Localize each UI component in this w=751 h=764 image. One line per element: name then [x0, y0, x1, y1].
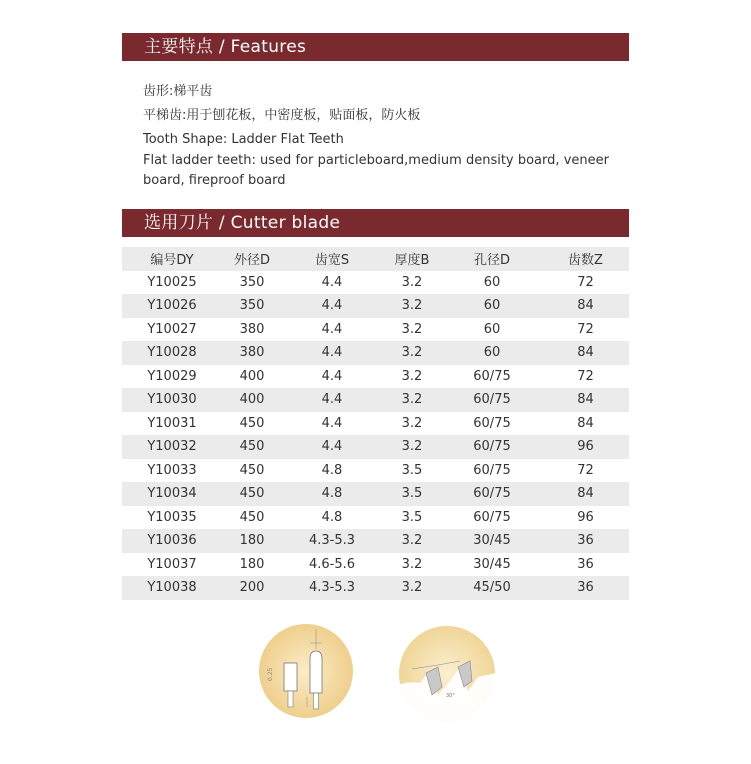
- cell-code: Y10034: [147, 486, 197, 502]
- cell-outer-diameter: 450: [239, 439, 265, 455]
- cell-tooth-width: 4.4: [321, 345, 343, 361]
- cell-code: Y10033: [147, 462, 197, 478]
- cell-bore: 60: [483, 298, 501, 314]
- cell-bore: 60/75: [473, 392, 511, 408]
- cell-outer-diameter: 200: [239, 580, 265, 596]
- table-row: [122, 294, 629, 318]
- cell-code: Y10032: [147, 439, 197, 455]
- cell-teeth: 96: [577, 439, 594, 455]
- cell-bore: 45/50: [473, 580, 511, 596]
- cell-thickness: 3.5: [401, 509, 423, 525]
- cell-outer-diameter: 450: [239, 509, 265, 525]
- cell-outer-diameter: 400: [239, 368, 265, 384]
- col-header-bore: 孔径D: [473, 253, 510, 269]
- usage-en: Flat ladder teeth: used for particleboard,medium density board, veneer board, fireproof board: [143, 153, 609, 188]
- cell-thickness: 3.2: [401, 345, 423, 361]
- cell-outer-diameter: 400: [239, 392, 265, 408]
- table-row: [122, 482, 629, 506]
- cell-bore: 60: [483, 274, 501, 290]
- table-row: [122, 506, 629, 530]
- cell-teeth: 36: [577, 556, 594, 572]
- cell-code: Y10029: [147, 368, 197, 384]
- cell-bore: 30/45: [473, 533, 511, 549]
- table-row: [122, 459, 629, 483]
- cell-bore: 60: [483, 345, 501, 361]
- cell-tooth-width: 4.4: [321, 368, 343, 384]
- cell-thickness: 3.2: [401, 392, 423, 408]
- cell-teeth: 84: [577, 415, 594, 431]
- col-header-tooth-width: 齿宽S: [314, 253, 350, 269]
- table-row: [122, 576, 629, 600]
- cell-tooth-width: 4.6-5.6: [308, 556, 356, 572]
- cell-code: Y10030: [147, 392, 197, 408]
- col-header-outer-diameter: 外径D: [233, 253, 270, 269]
- cell-code: Y10036: [147, 533, 197, 549]
- cell-code: Y10031: [147, 415, 197, 431]
- cell-teeth: 84: [577, 345, 594, 361]
- cell-thickness: 3.5: [401, 486, 423, 502]
- cell-teeth: 84: [577, 298, 594, 314]
- cell-thickness: 3.2: [401, 368, 423, 384]
- cell-code: Y10025: [147, 274, 197, 290]
- cell-outer-diameter: 450: [239, 415, 265, 431]
- col-header-teeth: 齿数Z: [568, 253, 603, 269]
- cell-tooth-width: 4.3-5.3: [308, 533, 356, 549]
- cell-tooth-width: 4.4: [321, 415, 343, 431]
- cell-tooth-width: 4.4: [321, 321, 343, 337]
- cell-teeth: 72: [577, 321, 594, 337]
- angle-label: 30°: [446, 693, 455, 699]
- cell-bore: 60/75: [473, 462, 511, 478]
- tooth-shape-cn: 齿形:梯平齿: [143, 84, 213, 99]
- cell-code: Y10038: [147, 580, 197, 596]
- cell-bore: 30/45: [473, 556, 511, 572]
- table-row: [122, 365, 629, 389]
- cell-code: Y10037: [147, 556, 197, 572]
- cell-tooth-width: 4.8: [321, 509, 343, 525]
- cell-teeth: 36: [577, 533, 594, 549]
- cell-bore: 60/75: [473, 509, 511, 525]
- cell-bore: 60/75: [473, 415, 511, 431]
- tooth-profile-diagram: [258, 623, 354, 719]
- cell-outer-diameter: 380: [239, 345, 265, 361]
- cell-thickness: 3.2: [401, 580, 423, 596]
- cell-tooth-width: 4.4: [321, 439, 343, 455]
- usage-cn: 平梯齿:用于刨花板，中密度板，贴面板，防火板: [143, 108, 421, 123]
- table-row: [122, 435, 629, 459]
- cutter-blade-table: [122, 247, 629, 600]
- table-row: [122, 341, 629, 365]
- cell-outer-diameter: 180: [239, 556, 265, 572]
- cell-teeth: 84: [577, 486, 594, 502]
- col-header-thickness: 厚度B: [394, 253, 430, 269]
- blade-teeth-diagram: [398, 625, 496, 723]
- cell-thickness: 3.2: [401, 321, 423, 337]
- table-row: [122, 553, 629, 577]
- cell-teeth: 84: [577, 392, 594, 408]
- table-row: [122, 529, 629, 553]
- table-row: [122, 271, 629, 295]
- cell-bore: 60/75: [473, 439, 511, 455]
- cell-tooth-width: 4.8: [321, 462, 343, 478]
- cell-outer-diameter: 180: [239, 533, 265, 549]
- table-row: [122, 412, 629, 436]
- cell-bore: 60: [483, 321, 501, 337]
- cell-code: Y10026: [147, 298, 197, 314]
- cell-thickness: 3.2: [401, 274, 423, 290]
- cell-thickness: 3.2: [401, 298, 423, 314]
- cell-outer-diameter: 350: [239, 298, 265, 314]
- cell-outer-diameter: 350: [239, 274, 265, 290]
- cell-outer-diameter: 380: [239, 321, 265, 337]
- cell-teeth: 72: [577, 274, 594, 290]
- cell-bore: 60/75: [473, 486, 511, 502]
- tooth-shape-en: Tooth Shape: Ladder Flat Teeth: [143, 132, 344, 147]
- cell-outer-diameter: 450: [239, 462, 265, 478]
- cell-thickness: 3.2: [401, 439, 423, 455]
- table-header-row: [122, 247, 629, 271]
- cell-thickness: 3.2: [401, 415, 423, 431]
- table-row: [122, 388, 629, 412]
- cell-outer-diameter: 450: [239, 486, 265, 502]
- cell-bore: 60/75: [473, 368, 511, 384]
- cell-code: Y10028: [147, 345, 197, 361]
- cell-tooth-width: 4.4: [321, 274, 343, 290]
- cell-tooth-width: 4.3-5.3: [308, 580, 356, 596]
- cell-code: Y10027: [147, 321, 197, 337]
- cell-tooth-width: 4.4: [321, 392, 343, 408]
- col-header-code: 编号DY: [150, 253, 194, 269]
- cell-tooth-width: 4.8: [321, 486, 343, 502]
- cell-teeth: 36: [577, 580, 594, 596]
- cell-teeth: 96: [577, 509, 594, 525]
- table-row: [122, 318, 629, 342]
- cell-tooth-width: 4.4: [321, 298, 343, 314]
- cell-teeth: 72: [577, 462, 594, 478]
- cell-thickness: 3.5: [401, 462, 423, 478]
- cutter-blade-heading: 选用刀片 / Cutter blade: [122, 209, 629, 237]
- cell-thickness: 3.2: [401, 533, 423, 549]
- cell-teeth: 72: [577, 368, 594, 384]
- dimension-label: 0.25: [267, 667, 274, 681]
- features-heading: 主要特点 / Features: [122, 33, 629, 61]
- cell-code: Y10035: [147, 509, 197, 525]
- cell-thickness: 3.2: [401, 556, 423, 572]
